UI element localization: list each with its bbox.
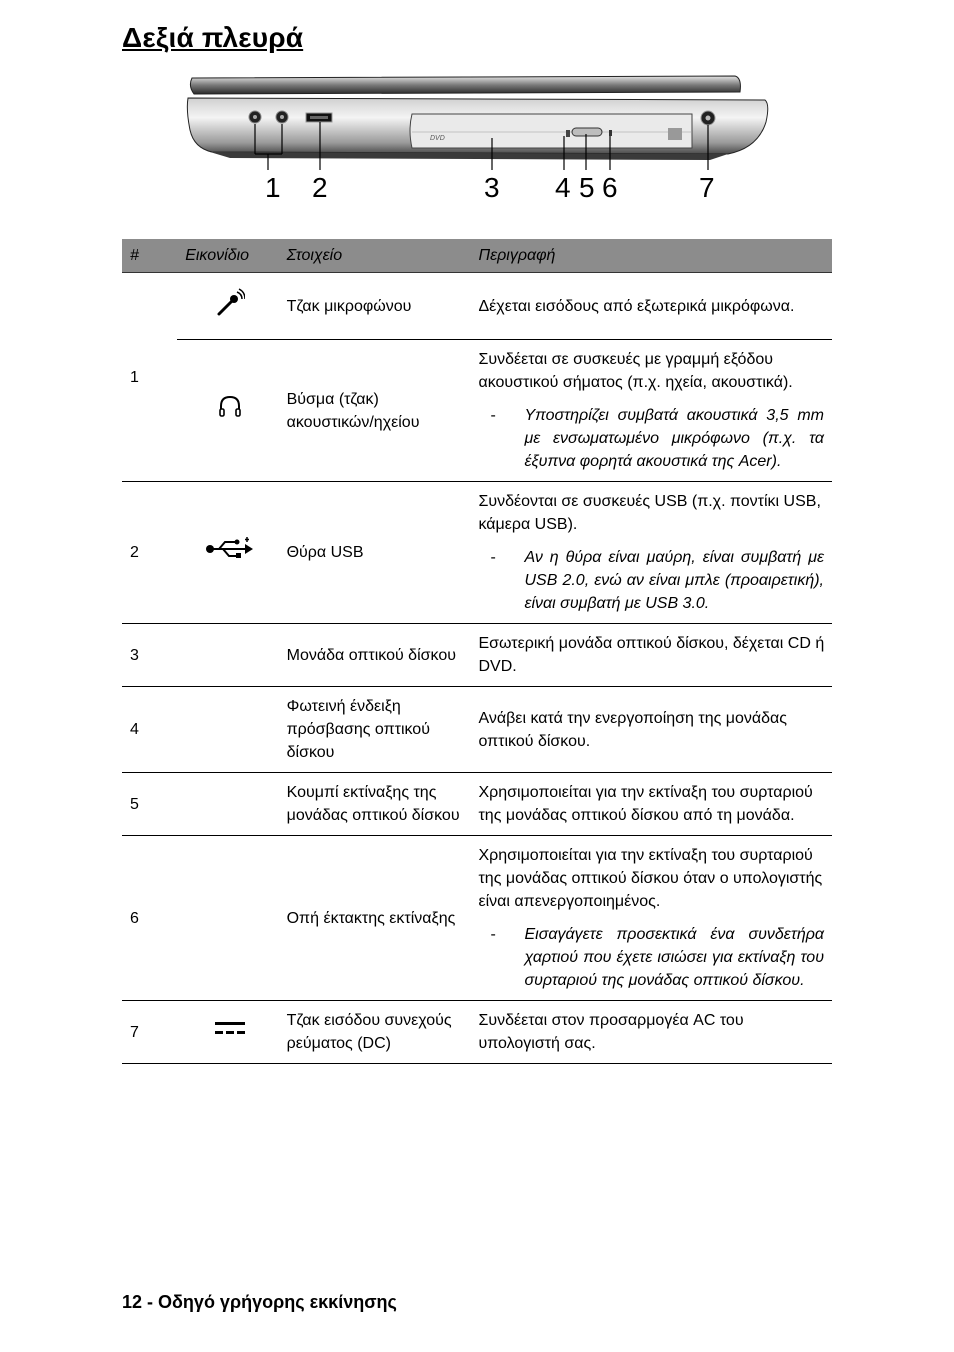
table-row bbox=[122, 273, 832, 340]
row-number: 2 bbox=[122, 482, 177, 624]
note-dash: - bbox=[490, 926, 496, 943]
row-item: Τζακ μικροφώνου bbox=[279, 273, 471, 340]
row-item: Κουμπί εκτίναξης της μονάδας οπτικού δίσκου bbox=[279, 773, 471, 836]
row-description-cell bbox=[470, 340, 832, 482]
row-number: 7 bbox=[122, 1001, 177, 1064]
row-description: Συνδέεται στον προσαρμογέα AC του υπολογιστή σας. bbox=[470, 1001, 832, 1064]
usb-icon bbox=[177, 482, 278, 624]
row-number: 6 bbox=[122, 836, 177, 1001]
row-description: Συνδέεται σε συσκευές με γραμμή εξόδου ακουστικού σήματος (π.χ. ηχεία, ακουστικά). bbox=[478, 351, 793, 391]
page-title: Δεξιά πλευρά bbox=[122, 22, 304, 53]
row-item: Φωτεινή ένδειξη πρόσβασης οπτικού δίσκου bbox=[279, 687, 471, 773]
row-description-cell bbox=[470, 836, 832, 1001]
callout-6: 6 bbox=[602, 172, 618, 203]
table-header-row bbox=[122, 239, 832, 273]
note-dash: - bbox=[490, 407, 496, 424]
callout-4: 4 bbox=[555, 172, 571, 203]
row-item: Θύρα USB bbox=[279, 482, 471, 624]
dc-in-icon bbox=[177, 1001, 278, 1064]
header-number: # bbox=[122, 239, 177, 273]
table-row bbox=[122, 687, 832, 773]
drive-label: DVD bbox=[430, 135, 445, 142]
header-icon: Εικονίδιο bbox=[177, 239, 278, 273]
table-row bbox=[122, 624, 832, 687]
microphone-icon bbox=[177, 273, 278, 340]
table-row bbox=[122, 340, 832, 482]
note-dash: - bbox=[490, 549, 496, 566]
headphone-icon bbox=[177, 340, 278, 482]
row-description: Ανάβει κατά την ενεργοποίηση της μονάδας οπτικού δίσκου. bbox=[470, 687, 832, 773]
table-row bbox=[122, 1001, 832, 1064]
note-text: Εισαγάγετε προσεκτικά ένα συνδετήρα χαρτιού που έχετε ισιώσει για εκτίναξη του συρταριού της μονάδας οπτικού δίσκου. bbox=[524, 926, 824, 989]
row-number: 1 bbox=[122, 273, 177, 482]
page-footer: 12 - Οδηγό γρήγορης εκκίνησης bbox=[122, 1292, 397, 1312]
table-row bbox=[122, 773, 832, 836]
row-icon-empty bbox=[177, 624, 278, 687]
callout-5: 5 bbox=[579, 172, 595, 203]
row-number: 5 bbox=[122, 773, 177, 836]
callout-2: 2 bbox=[312, 172, 328, 203]
row-number: 4 bbox=[122, 687, 177, 773]
row-icon-empty bbox=[177, 687, 278, 773]
row-item: Βύσμα (τζακ) ακουστικών/ηχείου bbox=[279, 340, 471, 482]
row-description: Χρησιμοποιείται για την εκτίναξη του συρταριού της μονάδας οπτικού δίσκου από τη μονάδα. bbox=[470, 773, 832, 836]
row-description: Συνδέονται σε συσκευές USB (π.χ. ποντίκι USB, κάμερα USB). bbox=[478, 493, 821, 533]
row-item: Μονάδα οπτικού δίσκου bbox=[279, 624, 471, 687]
row-note bbox=[478, 546, 828, 615]
row-number: 3 bbox=[122, 624, 177, 687]
table-row bbox=[122, 836, 832, 1001]
row-icon-empty bbox=[177, 836, 278, 1001]
table-row bbox=[122, 482, 832, 624]
callout-3: 3 bbox=[484, 172, 500, 203]
header-description: Περιγραφή bbox=[470, 239, 832, 273]
row-description: Εσωτερική μονάδα οπτικού δίσκου, δέχεται CD ή DVD. bbox=[470, 624, 832, 687]
ports-table bbox=[122, 239, 832, 1064]
row-description: Δέχεται εισόδους από εξωτερικά μικρόφωνα. bbox=[470, 273, 832, 340]
callout-1: 1 bbox=[265, 172, 281, 203]
note-text: Υποστηρίζει συμβατά ακουστικά 3,5 mm με ενσωματωμένο μικρόφωνο (π.χ. τα έξυπνα φορητά ακουστικά της Acer). bbox=[524, 407, 824, 470]
row-item: Τζακ εισόδου συνεχούς ρεύματος (DC) bbox=[279, 1001, 471, 1064]
note-text: Αν η θύρα είναι μαύρη, είναι συμβατή με USB 2.0, ενώ αν είναι μπλε (προαιρετική), είναι συμβατή με USB 3.0. bbox=[524, 549, 824, 612]
row-icon-empty bbox=[177, 773, 278, 836]
row-item: Οπή έκτακτης εκτίναξης bbox=[279, 836, 471, 1001]
callout-7: 7 bbox=[699, 172, 715, 203]
row-description-cell bbox=[470, 482, 832, 624]
header-item: Στοιχείο bbox=[279, 239, 471, 273]
row-note bbox=[478, 404, 828, 473]
row-note bbox=[478, 923, 828, 992]
row-description: Χρησιμοποιείται για την εκτίναξη του συρταριού της μονάδας οπτικού δίσκου όταν ο υπολογιστής είναι απενεργοποιημένος. bbox=[478, 847, 823, 910]
